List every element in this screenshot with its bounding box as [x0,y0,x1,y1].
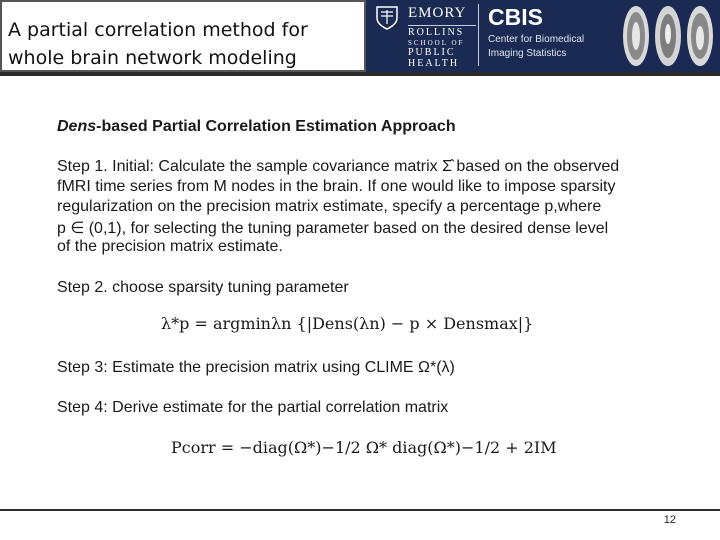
brain-slice-image [622,4,650,68]
footer-rule [0,509,720,511]
emory-cbis-banner [366,0,720,72]
pcorr-equation: Pcorr = −diag(Ω*)−1/2 Ω* diag(Ω*)−1/2 + 2IM [171,438,557,457]
step2-text: Step 2. choose sparsity tuning parameter [57,279,349,296]
step4-text: Step 4: Derive estimate for the partial correlation matrix [57,399,449,416]
school-public: PUBLIC [408,47,456,58]
school-divider [408,25,476,26]
cbis-wordmark: CBIS [488,4,543,30]
step1-line-3: regularization on the precision matrix estimate, specify a percentage p,where [57,198,602,215]
brain-slice-image [654,4,682,68]
header-rule [0,72,720,76]
step1-line-5: of the precision matrix estimate. [57,238,283,255]
heading-italic: Dens [57,118,97,135]
school-health: HEALTH [408,58,460,69]
step1-line-2: fMRI time series from M nodes in the brain. If one would like to impose sparsity [57,178,616,195]
school-rollins: ROLLINS [408,27,465,38]
heading-rest: -based Partial Correlation Estimation Approach [96,118,456,135]
emory-wordmark: EMORY [408,5,467,21]
step1-line-4: p ∈ (0,1), for selecting the tuning parameter based on the desired dense level [57,220,609,237]
section-heading [57,118,456,136]
lambda-equation: λ*p = argminλn {|Dens(λn) − p × Densmax|} [161,314,534,333]
step3-text: Step 3: Estimate the precision matrix using CLIME Ω*(λ) [57,359,455,376]
header [0,0,720,72]
banner-divider [478,4,479,66]
school-of: SCHOOL OF [408,39,465,47]
title-box [0,0,366,72]
cbis-subtitle-2: Imaging Statistics [488,48,567,59]
slide-title-line-2: whole brain network modeling [8,47,297,69]
cbis-subtitle-1: Center for Biomedical [488,34,585,45]
step1-line-1: Step 1. Initial: Calculate the sample covariance matrix Σ̂ based on the observed [57,158,620,175]
slide-title-line-1: A partial correlation method for [8,19,308,41]
brain-slice-image [686,4,714,68]
page-number: 12 [663,514,676,526]
emory-shield-icon [376,6,398,30]
